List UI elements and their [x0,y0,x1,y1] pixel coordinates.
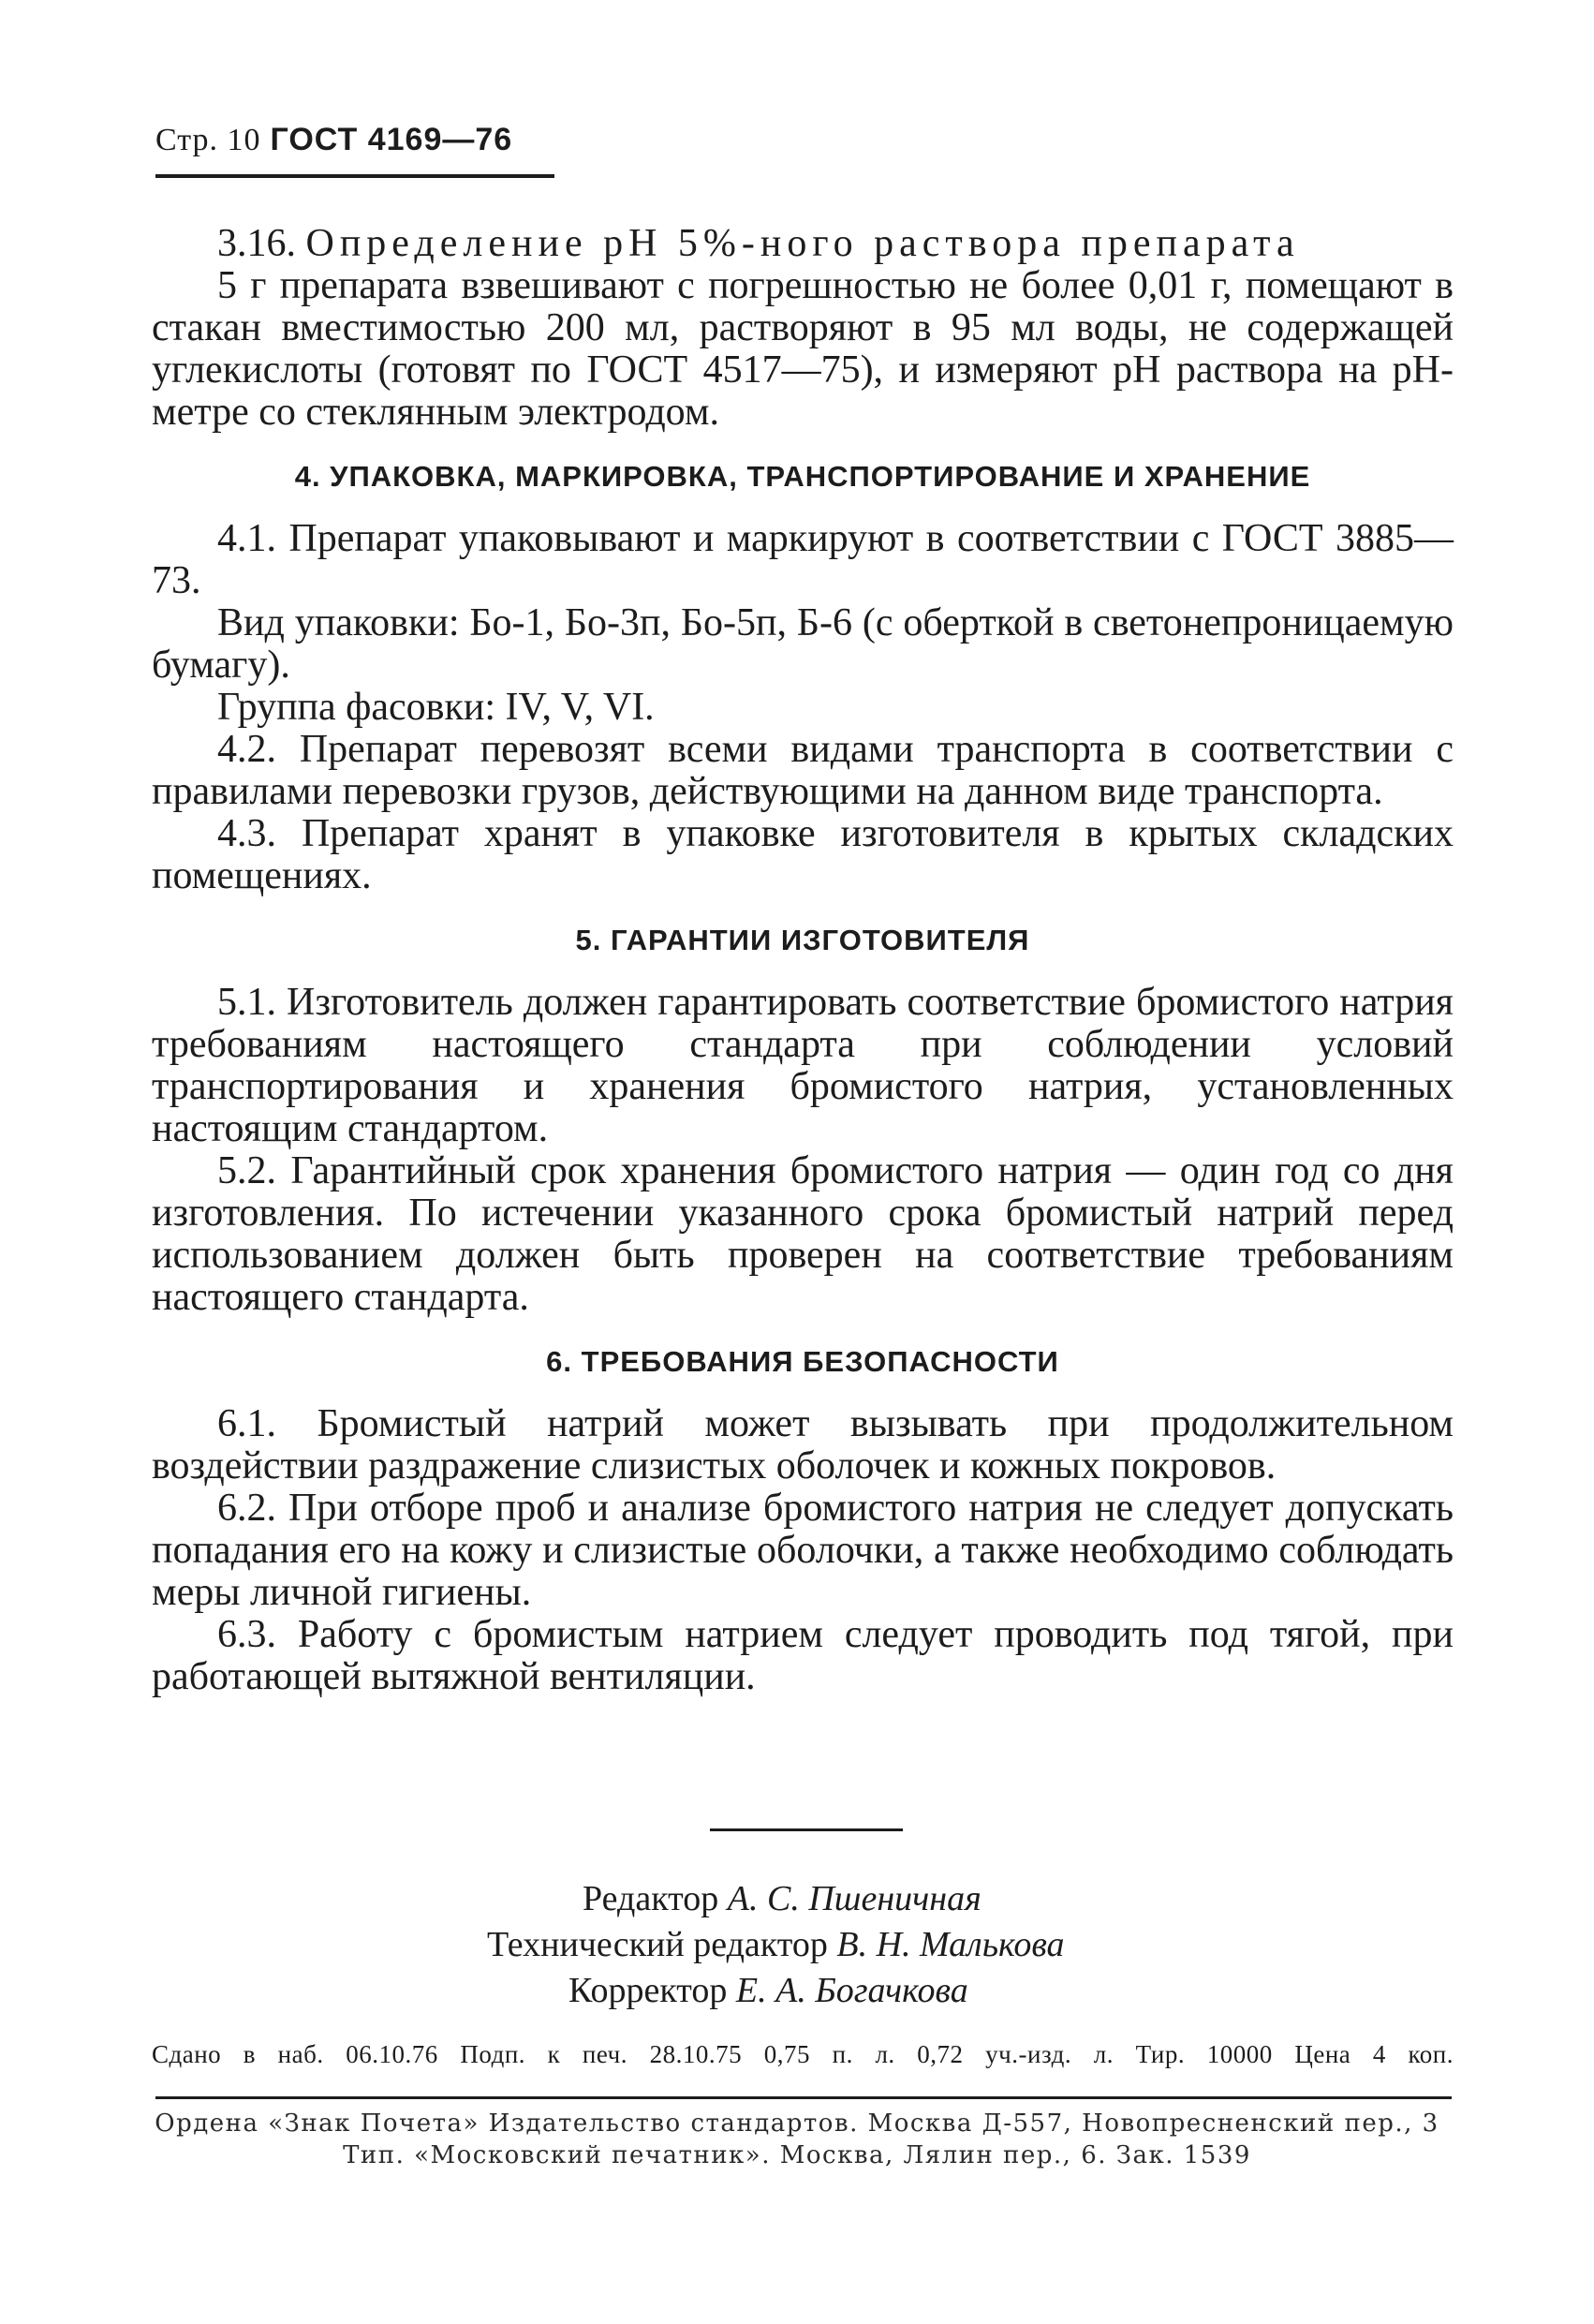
credits-block [0,1876,1594,2014]
page-label: Стр. 10 [155,123,261,157]
document-body [152,223,1454,1698]
header-rule [155,174,554,178]
paragraph-4-1-group: Группа фасовки: IV, V, VI. [217,686,655,729]
imprint-rule [155,2096,1452,2099]
paragraph-6-2: 6.2. При отборе проб и анализе бромистого натрия не следует допускать попадания его на кожу и слизистые оболочки, а также необходимо соблюдать меры личной гигиены. [152,1487,1454,1614]
imprint-line: Сдано в наб. 06.10.76 Подп. к печ. 28.10.75 0,75 п. л. 0,72 уч.-изд. л. Тир. 10000 Цена 4 коп. [152,2040,1454,2068]
paragraph-3-16 [152,223,1454,265]
press-line-2: Тип. «Московский печатник». Москва, Лялин пер., 6. Зак. 1539 [343,2141,1251,2169]
tech-editor-name: В. Н. Малькова [836,1925,1065,1964]
credit-editor [583,1876,1594,1922]
credit-proofreader [568,1968,1594,2014]
paragraph-4-1-packaging: Вид упаковки: Бо-1, Бо-3п, Бо-5п, Б-6 (с оберткой в светонепроницаемую бумагу). [152,601,1454,687]
paragraph-4-3: 4.3. Препарат хранят в упаковке изготовителя в крытых складских помещениях. [152,812,1454,897]
press-info [0,2108,1594,2171]
press-line-1: Ордена «Знак Почета» Издательство стандартов. Москва Д-557, Новопресненский пер., 3 [155,2109,1439,2138]
paragraph-6-1: 6.1. Бромистый натрий может вызывать при продолжительном воздействии раздражение слизистых оболочек и кожных покровов. [152,1402,1454,1488]
proofreader-role: Корректор [568,1971,728,2010]
editor-role: Редактор [583,1879,719,1918]
paragraph-3-16-title: Определение рН 5%-ного раствора препарата [305,222,1300,265]
paragraph-3-16-number: 3.16. [217,222,296,265]
tech-editor-role: Технический редактор [487,1925,828,1964]
section-5-heading: 5. ГАРАНТИИ ИЗГОТОВИТЕЛЯ [575,924,1030,956]
credit-tech-editor [487,1922,1594,1968]
section-4-heading: 4. УПАКОВКА, МАРКИРОВКА, ТРАНСПОРТИРОВАНИЕ И ХРАНЕНИЕ [294,460,1311,493]
paragraph-5-1: 5.1. Изготовитель должен гарантировать соответствие бромистого натрия требованиям настоящего стандарта при соблюдении условий транспортирования и хранения бромистого натрия, установленных настоящим стандартом. [152,981,1454,1150]
section-divider [710,1828,903,1831]
paragraph-4-2: 4.2. Препарат перевозят всеми видами транспорта в соответствии с правилами перевозки грузов, действующими на данном виде транспорта. [152,728,1454,813]
paragraph-6-3: 6.3. Работу с бромистым натрием следует проводить под тягой, при работающей вытяжной вентиляции. [152,1613,1454,1698]
editor-name: А. С. Пшеничная [727,1879,981,1918]
paragraph-3-16-body: 5 г препарата взвешивают с погрешностью не более 0,01 г, помещают в стакан вместимостью 200 мл, растворяют в 95 мл воды, не содержащей углекислоты (готовят по ГОСТ 4517—75), и измеряют рН раствора на рН-метре со стеклянным электродом. [152,264,1454,434]
standard-number: ГОСТ 4169—76 [270,122,513,157]
paragraph-5-2: 5.2. Гарантийный срок хранения бромистого натрия — один год со дня изготовления. По истечении указанного срока бромистый натрий перед использованием должен быть проверен на соответствие требованиям настоящего стандарта. [152,1149,1454,1319]
page-header [155,122,512,158]
proofreader-name: Е. А. Богачкова [735,1971,968,2010]
section-6-heading: 6. ТРЕБОВАНИЯ БЕЗОПАСНОСТИ [546,1345,1059,1378]
paragraph-4-1: 4.1. Препарат упаковывают и маркируют в соответствии с ГОСТ 3885—73. [152,517,1454,602]
